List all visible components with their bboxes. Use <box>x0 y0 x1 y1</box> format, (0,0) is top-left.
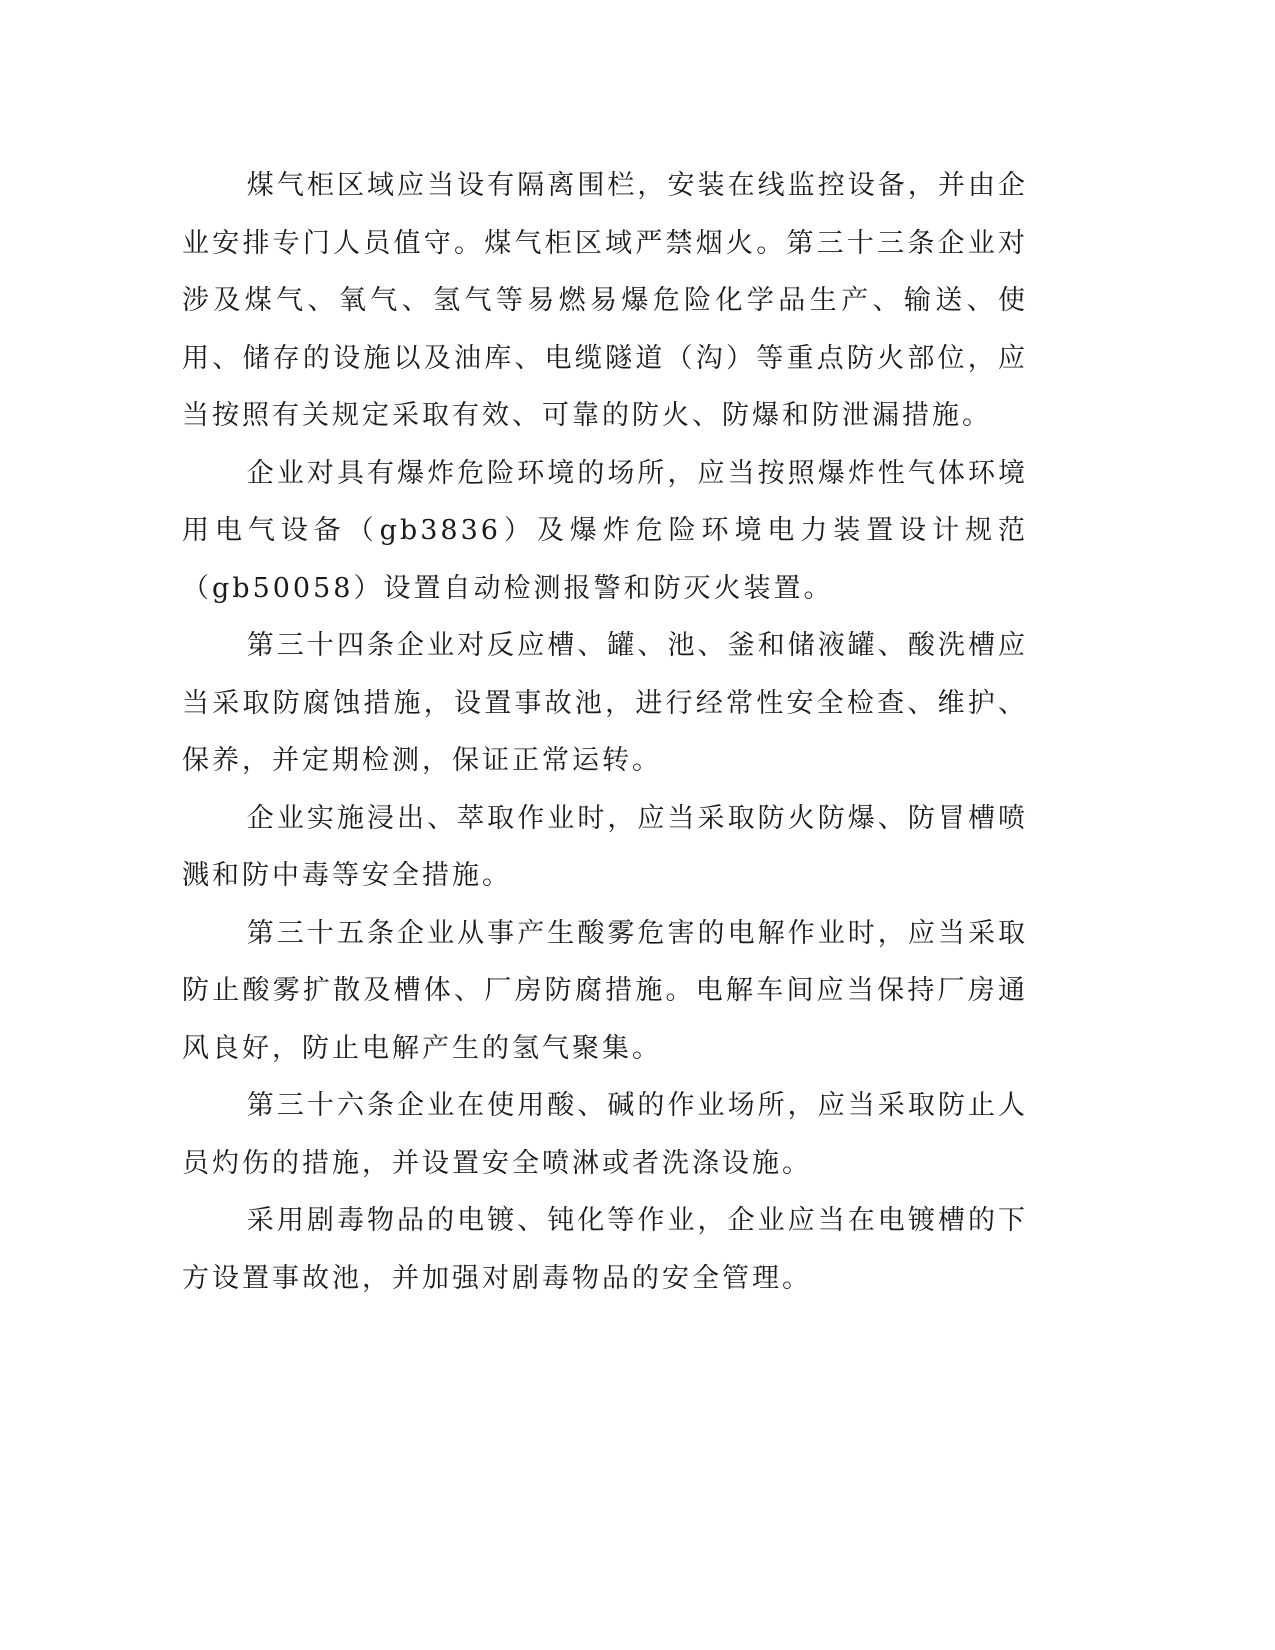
paragraph: 第三十四条企业对反应槽、罐、池、釜和储液罐、酸洗槽应当采取防腐蚀措施，设置事故池，进行经常性安全检查、维护、保养，并定期检测，保证正常运转。 <box>182 630 1028 776</box>
paragraph: 采用剧毒物品的电镀、钝化等作业，企业应当在电镀槽的下方设置事故池，并加强对剧毒物品的安全管理。 <box>182 1205 1028 1294</box>
paragraph: 第三十六条企业在使用酸、碱的作业场所，应当采取防止人员灼伤的措施，并设置安全喷淋或者洗涤设施。 <box>182 1090 1028 1179</box>
document-body <box>182 157 1028 1307</box>
paragraph: 企业实施浸出、萃取作业时，应当采取防火防爆、防冒槽喷溅和防中毒等安全措施。 <box>182 802 1028 891</box>
paragraph: 煤气柜区域应当设有隔离围栏，安装在线监控设备，并由企业安排专门人员值守。煤气柜区域严禁烟火。第三十三条企业对涉及煤气、氧气、氢气等易燃易爆危险化学品生产、输送、使用、储存的设施以及油库、电缆隧道（沟）等重点防火部位，应当按照有关规定采取有效、可靠的防火、防爆和防泄漏措施。 <box>182 170 1028 431</box>
paragraph: 第三十五条企业从事产生酸雾危害的电解作业时，应当采取防止酸雾扩散及槽体、厂房防腐措施。电解车间应当保持厂房通风良好，防止电解产生的氢气聚集。 <box>182 917 1028 1064</box>
paragraph: 企业对具有爆炸危险环境的场所，应当按照爆炸性气体环境用电气设备（gb3836）及爆炸危险环境电力装置设计规范（gb50058）设置自动检测报警和防灭火装置。 <box>182 457 1028 604</box>
